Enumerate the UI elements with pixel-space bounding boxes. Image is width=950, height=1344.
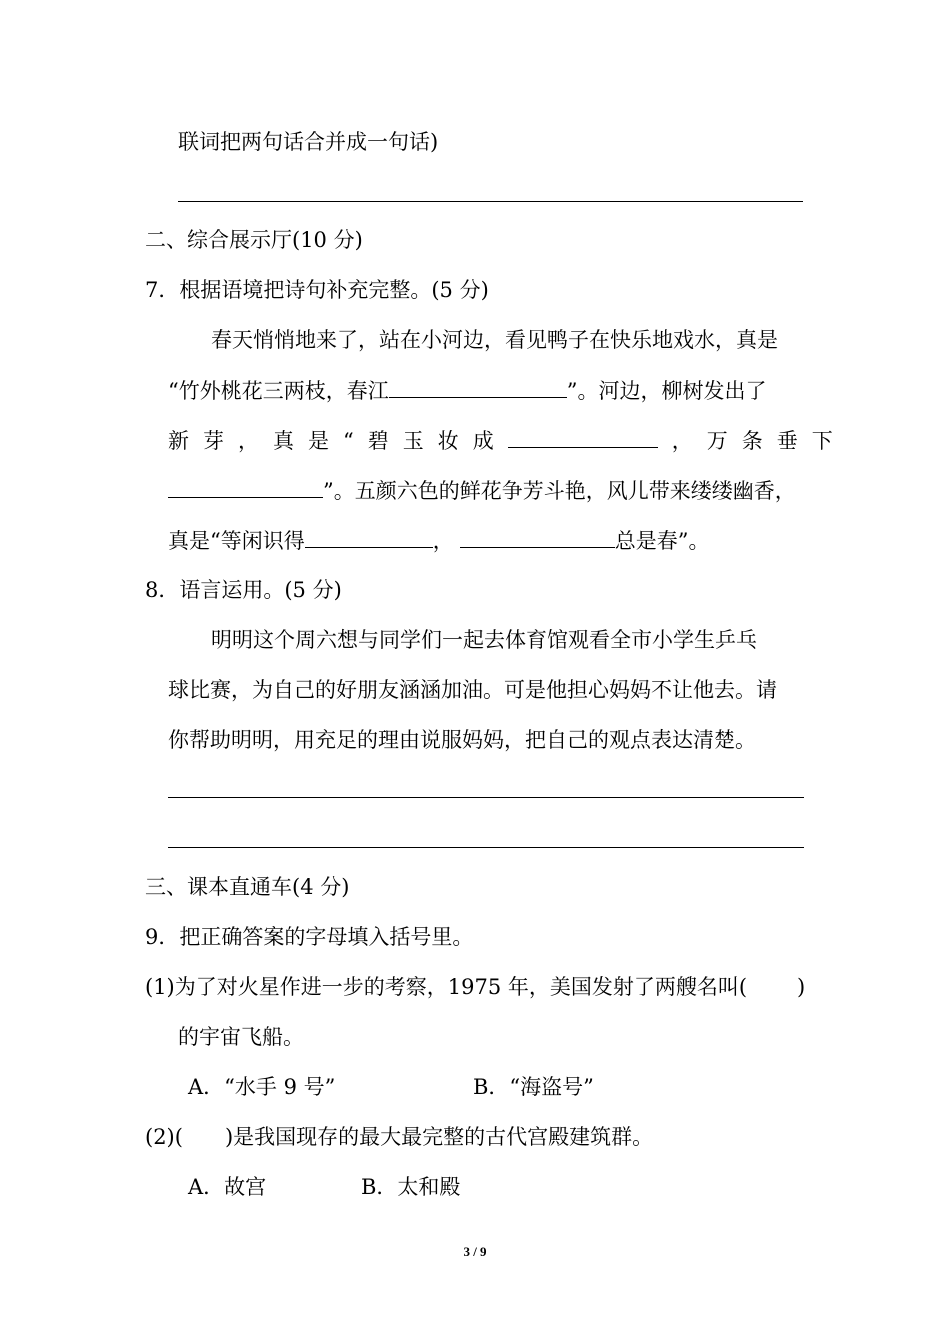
question-9-1-paren-close: )	[797, 975, 806, 999]
answer-line-q8-1[interactable]	[168, 797, 804, 798]
question-6-tail: 联词把两句话合并成一句话)	[178, 130, 439, 154]
section-2-title: 二、综合展示厅(10 分)	[145, 228, 363, 252]
question-7-text-line-5	[168, 525, 710, 556]
fill-blank-5[interactable]	[460, 525, 615, 548]
question-7-text-line-4	[168, 475, 796, 506]
page-number: 3 / 9	[463, 1244, 487, 1259]
question-8-title: 8．语言运用。(5 分)	[145, 578, 342, 602]
answer-line-q8-2[interactable]	[168, 847, 804, 848]
fill-blank-4[interactable]	[305, 525, 433, 548]
question-7-text-4b: ”。五颜六色的鲜花争芳斗艳，风儿带来缕缕幽香，	[323, 479, 796, 503]
question-7-text-2b: ”。河边，柳树发出了	[566, 379, 767, 403]
question-9-2-option-b[interactable]: B．太和殿	[361, 1175, 461, 1199]
question-7-text-3b: ，万条垂下	[671, 429, 847, 453]
question-9-2-option-a[interactable]: A．故宫	[188, 1175, 267, 1199]
question-9-2-line-1: (2)( )是我国现存的最大最完整的古代宫殿建筑群。	[145, 1125, 654, 1149]
question-8-text-line-2: 球比赛，为自己的好朋友涵涵加油。可是他担心妈妈不让他去。请	[168, 678, 777, 702]
question-7-text-5a: 真是“等闲识得	[168, 529, 305, 553]
question-7-text-5b: ，	[432, 529, 454, 553]
question-7-text-line-1: 春天悄悄地来了，站在小河边，看见鸭子在快乐地戏水，真是	[211, 328, 778, 352]
fill-blank-2[interactable]	[508, 425, 658, 448]
question-7-text-2a: “竹外桃花三两枝，春江	[168, 379, 389, 403]
fill-blank-1[interactable]	[389, 375, 567, 398]
question-9-1-line-1: (1)为了对火星作进一步的考察，1975 年，美国发射了两艘名叫(	[145, 975, 748, 999]
question-8-text-line-1: 明明这个周六想与同学们一起去体育馆观看全市小学生乒乓	[211, 628, 757, 652]
question-7-title: 7．根据语境把诗句补充完整。(5 分)	[145, 278, 489, 302]
question-7-text-5c: 总是春”。	[614, 529, 710, 553]
question-8-text-line-3: 你帮助明明，用充足的理由说服妈妈，把自己的观点表达清楚。	[168, 728, 756, 752]
answer-line-q6[interactable]	[178, 201, 803, 202]
question-7-text-line-2	[168, 375, 767, 406]
question-9-1-line-2: 的宇宙飞船。	[178, 1025, 304, 1049]
question-9-title: 9．把正确答案的字母填入括号里。	[145, 925, 474, 949]
fill-blank-3[interactable]	[168, 475, 323, 498]
question-9-1-option-b[interactable]: B．“海盗号”	[473, 1075, 594, 1099]
section-3-title: 三、课本直通车(4 分)	[145, 875, 350, 899]
question-9-1-option-a[interactable]: A．“水手 9 号”	[188, 1075, 336, 1099]
question-7-text-3a: 新芽，真是“碧玉妆成	[168, 429, 508, 453]
question-7-text-line-3	[168, 425, 847, 456]
